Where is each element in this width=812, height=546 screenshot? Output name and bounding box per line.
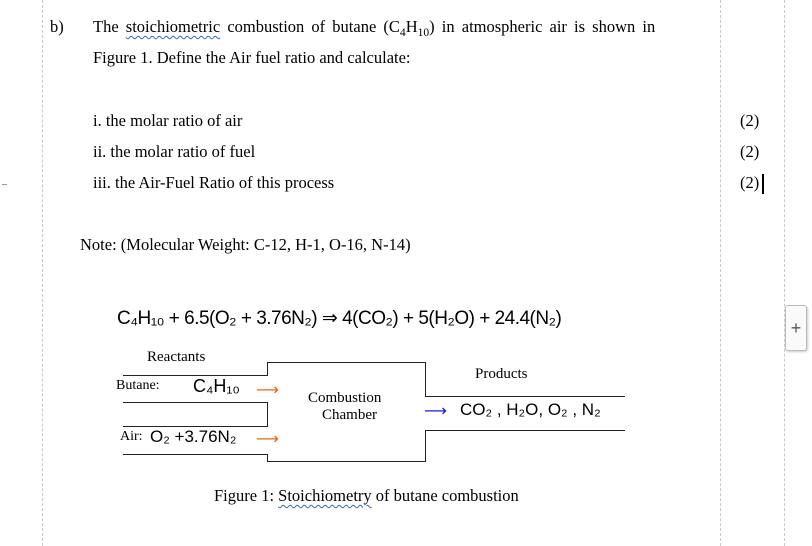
subscript: 10 (417, 27, 430, 39)
chamber-right-2 (425, 430, 426, 462)
equation: C₄H₁₀ + 6.5(O₂ + 3.76N₂) ⇒ 4(CO₂) + 5(H₂O) + 24.4(N₂) (117, 308, 562, 329)
text: H (405, 17, 418, 36)
item-2-marks: (2) (740, 142, 760, 161)
chamber-left-3 (267, 454, 268, 462)
item-3-marks: (2) (740, 173, 760, 192)
air-formula: O₂ +3.76N₂ (150, 427, 237, 446)
question-label: b) (50, 17, 64, 36)
products-formula: CO₂ , H₂O, O₂ , N₂ (460, 400, 601, 419)
spellcheck-word[interactable]: Stoichiometry (278, 486, 372, 505)
text: The (93, 17, 126, 36)
figure-caption (214, 486, 519, 506)
chamber-left-1 (267, 362, 268, 376)
text: Figure 1: (214, 486, 279, 505)
question-intro-line2: Figure 1. Define the Air fuel ratio and calculate: (93, 48, 411, 67)
item-1-marks: (2) (740, 111, 760, 130)
chamber-label-2: Chamber (322, 407, 377, 423)
chamber-top (267, 362, 425, 363)
chamber-bottom (267, 461, 425, 462)
air-label: Air: (120, 429, 143, 444)
margin-right-guide (720, 0, 721, 546)
butane-formula: C₄H₁₀ (193, 376, 240, 396)
text: of butane combustion (371, 486, 519, 505)
butane-pipe-bottom (123, 402, 267, 403)
chamber-left-2 (267, 402, 268, 427)
butane-label: Butane: (116, 378, 160, 393)
outlet-top (425, 396, 625, 397)
outlet-arrow-icon: ⟶ (424, 401, 447, 420)
chamber-right-1 (425, 362, 426, 396)
chamber-label-1: Combustion (308, 390, 382, 406)
question-intro-line1 (93, 17, 655, 39)
text: ) in atmospheric air is shown in (429, 17, 656, 36)
add-button[interactable]: + (785, 305, 807, 351)
reactants-label: Reactants (147, 349, 206, 365)
text: combustion of butane (C (220, 17, 400, 36)
spellcheck-word[interactable]: stoichiometric (125, 17, 221, 36)
left-marker (2, 184, 7, 185)
item-2: ii. the molar ratio of fuel (93, 142, 256, 161)
item-3: iii. the Air-Fuel Ratio of this process (93, 173, 335, 192)
subscript: 4 (399, 27, 406, 39)
text-cursor (762, 174, 764, 194)
item-1: i. the molar ratio of air (93, 111, 243, 130)
products-label: Products (475, 366, 528, 382)
note: Note: (Molecular Weight: C-12, H-1, O-16, N-14) (80, 235, 411, 254)
page-edge-guide (784, 0, 785, 546)
butane-arrow-icon: ⟶ (256, 380, 279, 399)
outlet-bottom (425, 430, 625, 431)
margin-left-guide (42, 0, 43, 546)
air-pipe-bottom (123, 454, 267, 455)
air-arrow-icon: ⟶ (256, 429, 279, 448)
